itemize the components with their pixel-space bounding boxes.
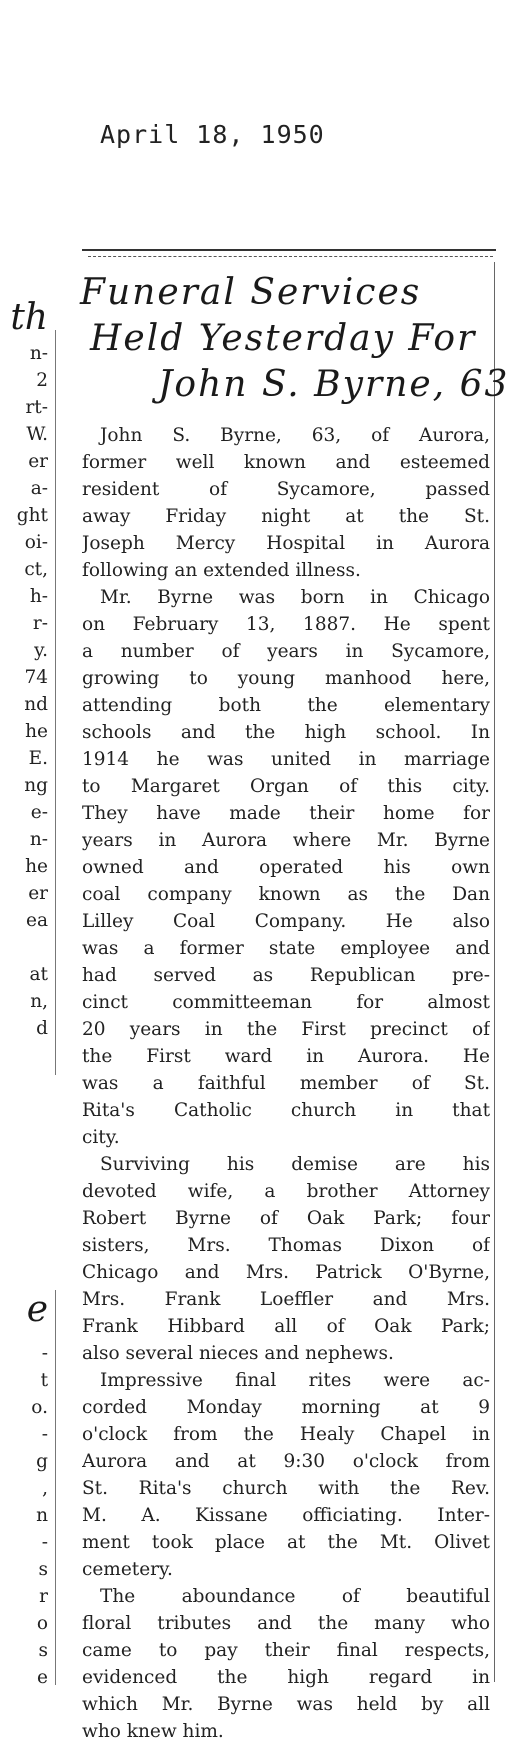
adjacent-column-fragment: h-: [29, 586, 48, 607]
adjacent-column-fragment: -: [41, 1532, 48, 1553]
adjacent-column-text-top: [0, 340, 48, 1042]
article-line: Frank Hibbard all of Oak Park;: [82, 1316, 490, 1337]
top-dashed-rule: [88, 256, 493, 257]
adjacent-column-fragment: s: [38, 1640, 48, 1661]
adjacent-column-fragment: ,: [42, 1478, 48, 1499]
article-line: Chicago and Mrs. Patrick O'Byrne,: [82, 1262, 490, 1283]
article-paragraph: [82, 1583, 490, 1745]
article-line: ment took place at the Mt. Olivet: [82, 1532, 490, 1553]
article-line: Joseph Mercy Hospital in Aurora: [82, 533, 490, 554]
article-line: a number of years in Sycamore,: [82, 641, 490, 662]
adjacent-column-fragment: [0, 934, 48, 961]
adjacent-column-fragment: -: [41, 1343, 48, 1364]
article-line: devoted wife, a brother Attorney: [82, 1181, 490, 1202]
headline-line-3: John S. Byrne, 63: [158, 364, 510, 405]
article-line: evidenced the high regard in: [82, 1667, 490, 1688]
article-line: The aboundance of beautiful: [100, 1586, 490, 1607]
headline-line-1: Funeral Services: [80, 272, 422, 313]
article-line: Mrs. Frank Loeffler and Mrs.: [82, 1289, 490, 1310]
article-line: cinct committeeman for almost: [82, 992, 490, 1013]
adjacent-column-fragment: o: [36, 1613, 48, 1634]
article-line: John S. Byrne, 63, of Aurora,: [100, 425, 490, 446]
article-line: owned and operated his own: [82, 857, 490, 878]
article-paragraph: [82, 584, 490, 1151]
article-line: 1914 he was united in marriage: [82, 749, 490, 770]
adjacent-column-fragment: a-: [30, 478, 48, 499]
article-line: Rita's Catholic church in that: [82, 1100, 490, 1121]
article-line: floral tributes and the many who: [82, 1613, 490, 1634]
adjacent-column-fragment: W.: [26, 424, 48, 445]
adjacent-column-fragment: n-: [29, 343, 48, 364]
adjacent-column-fragment: t: [40, 1370, 48, 1391]
article-line: Surviving his demise are his: [100, 1154, 490, 1175]
article-line: city.: [82, 1127, 120, 1148]
article-line: M. A. Kissane officiating. Inter-: [82, 1505, 490, 1526]
adjacent-column-fragment: ct,: [24, 559, 48, 580]
adjacent-column-headline-fragment-bottom: e: [26, 1289, 48, 1330]
article-line: o'clock from the Healy Chapel in: [82, 1424, 490, 1445]
article-line: who knew him.: [82, 1721, 224, 1742]
article-line: St. Rita's church with the Rev.: [82, 1478, 490, 1499]
adjacent-column-fragment: r-: [32, 613, 48, 634]
right-column-rule: [494, 262, 495, 1682]
article-body: [82, 422, 490, 1745]
adjacent-column-fragment: ght: [16, 505, 48, 526]
article-line: was a faithful member of St.: [82, 1073, 490, 1094]
adjacent-column-fragment: E.: [28, 748, 48, 769]
article-line: sisters, Mrs. Thomas Dixon of: [82, 1235, 490, 1256]
adjacent-column-fragment: n-: [29, 829, 48, 850]
article-paragraph: [82, 422, 490, 584]
adjacent-column-fragment: 2: [36, 370, 48, 391]
adjacent-column-fragment: r: [39, 1586, 48, 1607]
headline-line-2: Held Yesterday For: [90, 318, 477, 359]
adjacent-column-fragment: nd: [24, 694, 48, 715]
article-line: Mr. Byrne was born in Chicago: [100, 587, 490, 608]
article-line: which Mr. Byrne was held by all: [82, 1694, 490, 1715]
article-line: schools and the high school. In: [82, 722, 490, 743]
article-paragraph: [82, 1151, 490, 1367]
article-paragraph: [82, 1367, 490, 1583]
adjacent-column-fragment: er: [28, 451, 48, 472]
article-line: 20 years in the First precinct of: [82, 1019, 490, 1040]
adjacent-column-fragment: y.: [34, 640, 48, 661]
adjacent-column-rule-bottom: [55, 1290, 56, 1685]
article-line: away Friday night at the St.: [82, 506, 490, 527]
adjacent-column-fragment: at: [29, 964, 48, 985]
adjacent-column-fragment: he: [25, 721, 48, 742]
article-line: years in Aurora where Mr. Byrne: [82, 830, 490, 851]
article-line: resident of Sycamore, passed: [82, 479, 490, 500]
adjacent-column-text-bottom: [0, 1340, 48, 1691]
top-rule: [82, 249, 496, 251]
article-line: on February 13, 1887. He spent: [82, 614, 490, 635]
article-line: to Margaret Organ of this city.: [82, 776, 490, 797]
article-line: Robert Byrne of Oak Park; four: [82, 1208, 490, 1229]
article-line: growing to young manhood here,: [82, 668, 490, 689]
adjacent-column-headline-fragment: th: [10, 297, 48, 338]
article-line: had served as Republican pre-: [82, 965, 490, 986]
adjacent-column-fragment: er: [28, 883, 48, 904]
adjacent-column-fragment: n,: [30, 991, 48, 1012]
adjacent-column-fragment: he: [25, 856, 48, 877]
article-line: They have made their home for: [82, 803, 490, 824]
adjacent-column-fragment: 74: [24, 667, 48, 688]
adjacent-column-fragment: e-: [30, 802, 48, 823]
article-line: Lilley Coal Company. He also: [82, 911, 490, 932]
adjacent-column-fragment: -: [41, 1424, 48, 1445]
adjacent-column-fragment: oi-: [24, 532, 48, 553]
adjacent-column-fragment: s: [38, 1559, 48, 1580]
adjacent-column-fragment: n: [36, 1505, 48, 1526]
adjacent-column-fragment: o.: [31, 1397, 48, 1418]
article-line: Aurora and at 9:30 o'clock from: [82, 1451, 490, 1472]
article-line: also several nieces and nephews.: [82, 1343, 394, 1364]
article-line: cemetery.: [82, 1559, 173, 1580]
adjacent-column-fragment: rt-: [25, 397, 48, 418]
clipping-date: April 18, 1950: [100, 120, 325, 149]
article-line: attending both the elementary: [82, 695, 490, 716]
article-line: coal company known as the Dan: [82, 884, 490, 905]
adjacent-column-fragment: ng: [24, 775, 48, 796]
article-line: former well known and esteemed: [82, 452, 490, 473]
article-line: following an extended illness.: [82, 560, 361, 581]
article-line: came to pay their final respects,: [82, 1640, 490, 1661]
article-line: the First ward in Aurora. He: [82, 1046, 490, 1067]
adjacent-column-fragment: g: [36, 1451, 48, 1472]
adjacent-column-rule-top: [55, 330, 56, 1075]
article-line: corded Monday morning at 9: [82, 1397, 490, 1418]
article-line: was a former state employee and: [82, 938, 490, 959]
article-line: Impressive final rites were ac-: [100, 1370, 490, 1391]
adjacent-column-fragment: ea: [26, 910, 48, 931]
adjacent-column-fragment: e: [37, 1667, 48, 1688]
adjacent-column-fragment: d: [36, 1018, 48, 1039]
article-headline: [80, 270, 510, 408]
